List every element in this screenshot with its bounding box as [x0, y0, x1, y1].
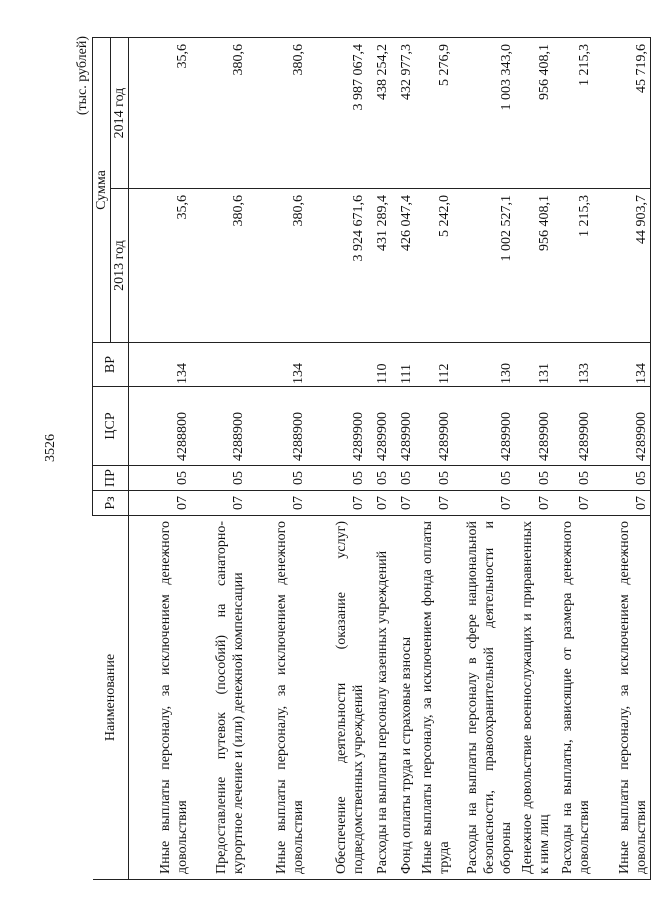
row-vr [307, 343, 367, 387]
row-csr: 4289900 [515, 387, 553, 466]
row-sum-2013: 1 215,3 [553, 189, 593, 343]
row-name: Расходы на выплаты, зависящие от размера денежного довольствия [553, 516, 593, 880]
row-name: Иные выплаты персоналу, за исключением денежного довольствия [247, 516, 307, 880]
row-pr: 05 [129, 466, 192, 491]
rotated-page-content [75, 30, 649, 880]
budget-table [92, 37, 651, 880]
row-rz: 07 [391, 491, 415, 516]
table-row [415, 38, 453, 880]
header-vr: ВР [93, 343, 129, 387]
row-sum-2013: 3 924 671,6 [307, 189, 367, 343]
row-rz: 07 [191, 491, 247, 516]
row-rz: 07 [453, 491, 515, 516]
row-rz: 07 [415, 491, 453, 516]
row-name: Иные выплаты персоналу, за исключением денежного довольствия [129, 516, 192, 880]
row-sum-2014: 380,6 [191, 38, 247, 189]
row-sum-2013: 5 242,0 [415, 189, 453, 343]
table-row [247, 38, 307, 880]
row-vr: 130 [453, 343, 515, 387]
header-rz: Рз [93, 491, 129, 516]
row-vr: 134 [247, 343, 307, 387]
row-vr: 131 [515, 343, 553, 387]
row-sum-2013: 1 002 527,1 [453, 189, 515, 343]
row-sum-2014: 380,6 [247, 38, 307, 189]
row-name: Расходы на выплаты персоналу в сфере национальной безопасности, правоохранительной деятельности и обороны [453, 516, 515, 880]
row-sum-2013: 35,6 [129, 189, 192, 343]
row-csr: 4289900 [553, 387, 593, 466]
row-sum-2014: 45 719,6 [593, 38, 651, 189]
row-csr: 4289900 [415, 387, 453, 466]
table-row [553, 38, 593, 880]
row-pr: 05 [191, 466, 247, 491]
row-sum-2013: 44 903,7 [593, 189, 651, 343]
table-row [129, 38, 192, 880]
row-pr: 05 [415, 466, 453, 491]
row-name: Фонд оплаты труда и страховые взносы [391, 516, 415, 880]
row-sum-2014: 956 408,1 [515, 38, 553, 189]
row-pr: 05 [515, 466, 553, 491]
row-csr: 4288900 [191, 387, 247, 466]
row-csr: 4288900 [247, 387, 307, 466]
row-vr: 134 [129, 343, 192, 387]
header-sum: Сумма [93, 38, 111, 343]
row-pr: 05 [593, 466, 651, 491]
row-sum-2014: 1 003 343,0 [453, 38, 515, 189]
row-sum-2014: 438 254,2 [367, 38, 391, 189]
header-2014: 2014 год [111, 38, 129, 189]
header-2013: 2013 год [111, 189, 129, 343]
row-rz: 07 [553, 491, 593, 516]
header-name: Наименование [93, 516, 129, 880]
row-csr: 4288800 [129, 387, 192, 466]
row-sum-2014: 3 987 067,4 [307, 38, 367, 189]
row-csr: 4289900 [593, 387, 651, 466]
row-pr: 05 [247, 466, 307, 491]
row-sum-2014: 35,6 [129, 38, 192, 189]
row-pr: 05 [391, 466, 415, 491]
row-rz: 07 [247, 491, 307, 516]
row-pr: 05 [367, 466, 391, 491]
row-vr: 111 [391, 343, 415, 387]
units-label: (тыс. рублей) [75, 36, 90, 116]
row-name: Иные выплаты персоналу, за исключением денежного довольствия [593, 516, 651, 880]
row-sum-2013: 380,6 [191, 189, 247, 343]
row-rz: 07 [307, 491, 367, 516]
row-vr: 134 [593, 343, 651, 387]
table-row [191, 38, 247, 880]
row-rz: 07 [515, 491, 553, 516]
row-pr: 05 [553, 466, 593, 491]
page-number: 3526 [43, 434, 58, 462]
table-row [453, 38, 515, 880]
row-vr: 112 [415, 343, 453, 387]
row-csr: 4289900 [307, 387, 367, 466]
row-sum-2013: 431 289,4 [367, 189, 391, 343]
row-name: Иные выплаты персоналу, за исключением фонда оплаты труда [415, 516, 453, 880]
header-pr: ПР [93, 466, 129, 491]
row-sum-2013: 380,6 [247, 189, 307, 343]
header-csr: ЦСР [93, 387, 129, 466]
row-vr: 133 [553, 343, 593, 387]
row-rz: 07 [367, 491, 391, 516]
row-rz: 07 [129, 491, 192, 516]
row-sum-2013: 956 408,1 [515, 189, 553, 343]
row-csr: 4289900 [453, 387, 515, 466]
row-sum-2013: 426 047,4 [391, 189, 415, 343]
row-name: Предоставление путевок (пособий) на санаторно-курортное лечение и (или) денежной компенсации [191, 516, 247, 880]
row-sum-2014: 1 215,3 [553, 38, 593, 189]
row-vr [191, 343, 247, 387]
table-row [515, 38, 553, 880]
row-rz: 07 [593, 491, 651, 516]
table-row [593, 38, 651, 880]
row-name: Денежное довольствие военнослужащих и приравненных к ним лиц [515, 516, 553, 880]
row-name: Расходы на выплаты персоналу казенных учреждений [367, 516, 391, 880]
row-vr: 110 [367, 343, 391, 387]
row-pr: 05 [307, 466, 367, 491]
row-csr: 4289900 [367, 387, 391, 466]
row-name: Обеспечение деятельности (оказание услуг) подведомственных учреждений [307, 516, 367, 880]
row-sum-2014: 432 977,3 [391, 38, 415, 189]
table-row [307, 38, 367, 880]
table-row [367, 38, 391, 880]
table-row [391, 38, 415, 880]
row-pr: 05 [453, 466, 515, 491]
row-csr: 4289900 [391, 387, 415, 466]
row-sum-2014: 5 276,9 [415, 38, 453, 189]
